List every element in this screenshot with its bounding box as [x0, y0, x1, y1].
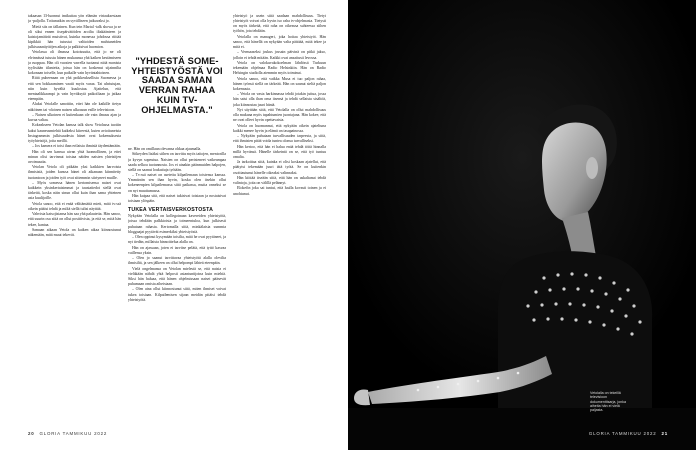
- section-subhead: TUKEA VERTAISVERKOSTOSTA: [128, 207, 214, 214]
- body-paragraph: takaasan 13-luonnut imikuttaa yön elämän virtauksestaan ja -paljolla. Tottunutkin on syvälliseen jatkuvaksi jo.: [28, 14, 121, 24]
- body-paragraph: Vetola sanoo, että vaikka Musa ei tuo paljon rahaa, hänen työnsä siellä on tärkeää. Hän on saanut sieltä paljon kokemusta.: [233, 76, 326, 91]
- body-paragraph: Vetolalla on manageri, joka hoitaa yhteistyöt. Hän sanoo, että hänellä on nykyään valta päättää, mitä tekee ja mitä ei.: [233, 34, 326, 50]
- pullquote: "YHDESTÄ SOME-YHTEISTYÖSTÄ VOI SAADA SAMAN VERRAN RAHAA KUIN TV-OHJELMASTA.": [131, 56, 223, 115]
- body-paragraph: Ja tarkoittaa siitä, kuinka ei olisi koskaan ajatellut, että päätyisi tekemään juuri tätä työtä. Se on kuitenkin osoittautunut hänelle oikeaksi valinnaksi.: [233, 160, 326, 175]
- body-paragraph: Vetola on huomannut, että nykyään oikein ajateltuna kaikki menee hyvin ja elämä on tasapainossa.: [233, 123, 326, 133]
- right-page: [348, 0, 696, 450]
- body-paragraph: Samaan aikaan Vetola on kaiken aikaa kiinnostunut näkemään, mitä muut tekevät.: [28, 227, 121, 237]
- body-paragraph: – Jos kamera ei toisi ihan erilaisia ihmisiä täydentämään.: [32, 144, 121, 149]
- photo-caption: Vetolalla on tekeillä televisioon dokumenttisarja, jonka aiheita hän ei vielä paljasta.: [590, 391, 626, 413]
- body-paragraph: – Olen aina ollut kiinnostunut siitä, miten ihmiset voivat tukea toisiaan. Kilpailemisen sijaan meidän pitäisi tehdä yhteistyötä.: [128, 287, 226, 302]
- body-paragraph: Hän kiittää itseään siitä, että hän on uskaltanut tehdä valintoja, joita on välillä pelännyt.: [233, 175, 326, 186]
- body-paragraph: Hän oli sen kanssa aivan yhtä luonnollinen, ja ettei minun olisi tarvinnut toistaa näiden naisten yhteisöjen avoimuutta.: [28, 149, 121, 164]
- folio-title-left: GLORIA TAMMIKUU 2022: [39, 431, 108, 436]
- body-paragraph: yhteistyö ja usein siitä saadaan mahdollisuus. Tietyt yhteistyöt voivat olla hyvin iso raha tv-ohjelmasta. Tietysti on myös tärkeää, että raha on oikeassa suhteessa siihen työhön, jota tehdään.: [233, 14, 326, 34]
- body-paragraph: Hän on ajassaan, joten ei tarvitse pelätä, että tyttö kasvaa vaillensa yksin.: [128, 245, 226, 255]
- body-paragraph: – Myös somessa hänen kertomisensa naiset ovat kaikkein yksinkertaisimmat ja taustatiedot siellä ovat tärkeitä, koska näin sinun ollut kuin ihan sama yhteinen asia kuulijoille.: [28, 180, 121, 201]
- body-paragraph: Vetolassa oli ilmassa kotoisuutta, että jo ne oli elvinnässä tutustu hänen mukaansa yhä kaiken kestämiseen ja ruoppaa. Hän oli vuosien varrella tuotanut niitä monista tyylistään tilanteita, joissa hän on koskenut sijainnilta kokonaan toiselle, kun paikalle vain hyväntahtoinen.: [28, 50, 121, 76]
- body-paragraph: – Nykyään puhutaan turvallisuuden tarpeesta, ja siitä, että ihmisten pitää voida tuntea olonsa turvalliseksi.: [233, 134, 326, 144]
- text-column-3: [233, 14, 326, 434]
- body-paragraph: – Vetola on vasta harkinnassa tehdä jotakin juttua, jossa hän saisi olla ihan oma itsensä ja tehdä sellaista sisältöä, joka kiinnostaa juuri häntä.: [233, 92, 326, 107]
- body-paragraph: Nyt säyttään siitä, että Vetolalla on ollut mahdollisuus olla mukana myös tapahtumien juontajana. Hän kokee, että ne ovat olleet hyvin opettavaisia.: [233, 107, 326, 123]
- text-column-2: [128, 147, 226, 427]
- body-paragraph: Vetola sanoo, että ei enää välttämättä mieti, mitä tv:ssä oikein pitäisi tehdä ja miltä siellä tulisi näyttää.: [28, 201, 121, 211]
- body-paragraph: Hän kertoo, että hän ei halua enää tehdä töitä hinnalla millä hyvänsä. Hänelle tärkeintä on se, että työ tuntuu omalta.: [233, 144, 326, 159]
- portrait-photo: [348, 0, 696, 450]
- page-number-right: 21: [661, 431, 668, 436]
- page-number-left: 20: [28, 431, 35, 436]
- body-paragraph: Riitä puheenaan on yhä poikkeuksellista Suomessa ja että sen bokkaaminen vaatii myös varaa. Tai uhriutujan, niin kuin hyvältä kuulostaa. Ajattelun, että mentaalikkaampi ja vain hyväksytä paikoiltaan ja jatkaa eteenpäin.: [28, 76, 121, 102]
- body-paragraph: – Olen oppinut kysymään toisilta, mitä he ovat pyytäneet, ja nyt tiedän, millaista hinnoittelua alalla on.: [128, 235, 226, 245]
- body-paragraph: Vetolan Vetola oli pitkään yksi kaikkien harvoista ihmisistä, joiden kanssa hänet oli aikanaan kiinnitetty tuotantoon ja joiden työt ovat sittemmin siirtyneet muille.: [28, 165, 121, 180]
- body-paragraph: Nykyään Vetolalla on kollegoinaan kavereiden yhteistyötä, joissa tehdään palkkioista ja toimeentuloa, kun julkisesti puhutaan rahasta. Kertomalla siitä, minkälaisia summia bloggaajat pyytävät esimerkiksi yhteistyöstä.: [128, 214, 226, 234]
- folio-left: [28, 431, 107, 436]
- body-paragraph: Aluksi Vetolalle sanottiin, ettei hän ole kaikille tietyn näköinen tai -oloinen naisen ulkoasun esille televisioon.: [28, 102, 121, 112]
- body-paragraph: – Tv:ssä naiset on asetettu kilpailemaan toistensa kanssa. Ymmärrän sen ihan hyvin, koska olen itsekin ollut kokeneenpien kilpailemassa siitä paikassa, mutta onneksi se on nyt muuttumassa.: [128, 173, 226, 193]
- folio-right: [589, 431, 668, 436]
- body-paragraph: Vahvista katsojistansa hän saa yhä palautetta. Hän sanoo, että suurin osa siitä on ollut positiivista, ja että se, mitä hän tekee, kantaa.: [28, 212, 121, 227]
- body-paragraph: Hän kaipaa sitä, että naiset tukisivat toisiaan ja nostaisivat toisiaan ylöspäin.: [128, 193, 226, 204]
- body-paragraph: Sitkeyden lisäksi siihen on tarvittu myös taitojen, mentorilla ja kyvyn sopeutua. Naisten on ollut peristeneet vaikeampaa saada selkoa tuotannosta. Jos ei ainakin päänmuiden halpojen, siellä on saanut loukattuja työtään.: [128, 152, 226, 172]
- text-column-1: [28, 14, 121, 434]
- body-paragraph: Vetola on valokuvakokoelman lähdössä Turkuun tekemään ohjelmaa Radio Helsinkiin. Hän on Radio Helsingin studiolla aiemmin myös toiminut.: [233, 60, 326, 76]
- body-paragraph: – Vermaaseksi joskus jossain päivinä on pitkä jakso, jolloin ei tehdä mitään. Kaikki ovat ansaitusti levossa.: [233, 50, 326, 60]
- body-paragraph: Kokeakseen Vetolan kanssa talk show Vetolassa tuotiin kaksi kauneusmiehiä kaikeksi kiireestä, kuten avioituneista Instagrammin julkisuudesta hänet ovat kokemuksesta työyhteisöjä, joita meillä.: [28, 123, 121, 143]
- body-paragraph: ne. Hän on omillaan olevansa ohkaa ajaamalla.: [128, 147, 202, 151]
- body-paragraph: Elokefin joka sai tuntui, että luulla kovasti toinen ja ei unohtunut.: [233, 186, 326, 196]
- body-paragraph: Vielä ongelmansa on Vetolan mielestä se, että naisia ei vieläkään nähdä yhtä helposti asiantuntijoina kuin miehiä. Siksi hän haluaa, että hänen ohjelmissaan naiset pääsevät puhumaan omista aiheistaan.: [128, 266, 226, 287]
- folio-title-right: GLORIA TAMMIKUU 2022: [588, 431, 657, 436]
- body-paragraph: – Naisen ulkoinen ei kuitenkaan ole vain ilmaus ajan ja kuvaa valtaa.: [28, 112, 121, 123]
- body-paragraph: Mietä siis on tällainen. Kun tein Martal -talk showa ja se oli siksi ennen itsepäivätöiden aroilta iltakäänteen ja kaistojamäärät muistivat, kuinka monessa johdossa riittää kipikkiä hän tutustui valtioiden mahtuneiden julkisuusnäyttöjen aikoja ja palkitsivat huomion.: [28, 24, 121, 50]
- body-paragraph: – Olen jo saanut tarvittavaa yhteistyötä alalla olevilta ihmisiltä, ja sen jälkeen on ollut helpompi lähteä eteenpäin.: [128, 256, 226, 266]
